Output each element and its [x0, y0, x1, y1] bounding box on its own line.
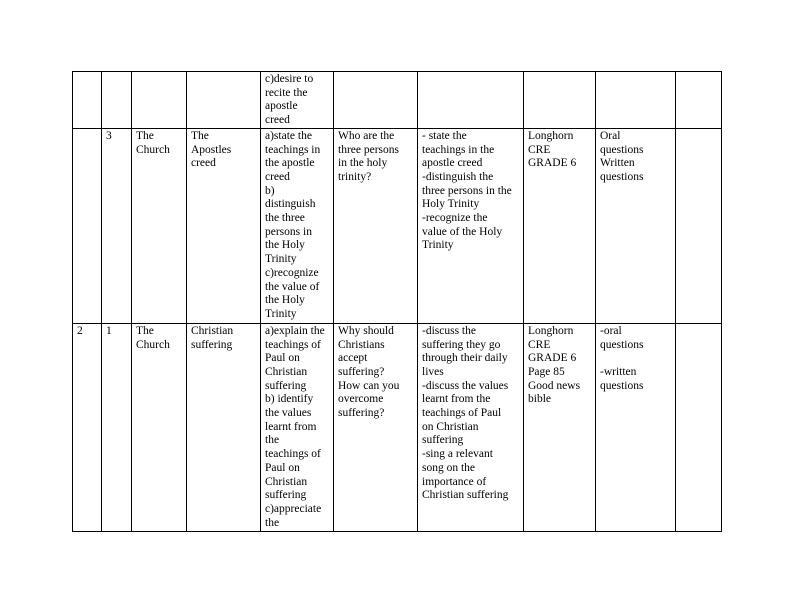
sub-strand-cell [187, 72, 261, 129]
resources-cell [524, 72, 596, 129]
lesson-cell: 1 [102, 323, 132, 531]
resources-cell: Longhorn CRE GRADE 6 Page 85 Good news bible [524, 323, 596, 531]
assessment-cell: -oral questions -written questions [596, 323, 676, 531]
inquiry-question-cell: Why should Christians accept suffering? How can you overcome suffering? [334, 323, 418, 531]
resources-cell: Longhorn CRE GRADE 6 [524, 128, 596, 323]
sub-strand-cell: The Apostles creed [187, 128, 261, 323]
table-row [73, 323, 722, 531]
learning-activities-cell: -discuss the suffering they go through their daily lives -discuss the values learnt from the teachings of Paul on Christian suffering -sing a relevant song on the importance of Christian suffering [418, 323, 524, 531]
week-cell: 2 [73, 323, 102, 531]
learning-activities-cell: - state the teachings in the apostle creed -distinguish the three persons in the Holy Trinity -recognize the value of the Holy Trinity [418, 128, 524, 323]
week-cell [73, 72, 102, 129]
table-row [73, 72, 722, 129]
learning-outcomes-cell: c)desire to recite the apostle creed [261, 72, 334, 129]
inquiry-question-cell: Who are the three persons in the holy trinity? [334, 128, 418, 323]
week-cell [73, 128, 102, 323]
learning-outcomes-cell: a)explain the teachings of Paul on Christian suffering b) identify the values learnt from the teachings of Paul on Christian suffering c)appreciate the [261, 323, 334, 531]
lesson-cell [102, 72, 132, 129]
remarks-cell [676, 323, 722, 531]
assessment-cell [596, 72, 676, 129]
learning-activities-cell [418, 72, 524, 129]
assessment-cell: Oral questions Written questions [596, 128, 676, 323]
strand-cell [132, 72, 187, 129]
learning-outcomes-cell: a)state the teachings in the apostle creed b) distinguish the three persons in the Holy Trinity c)recognize the value of the Holy Trinity [261, 128, 334, 323]
strand-cell: The Church [132, 323, 187, 531]
lesson-cell: 3 [102, 128, 132, 323]
table-row [73, 128, 722, 323]
remarks-cell [676, 72, 722, 129]
remarks-cell [676, 128, 722, 323]
sub-strand-cell: Christian suffering [187, 323, 261, 531]
inquiry-question-cell [334, 72, 418, 129]
strand-cell: The Church [132, 128, 187, 323]
scheme-of-work-table [72, 71, 722, 532]
